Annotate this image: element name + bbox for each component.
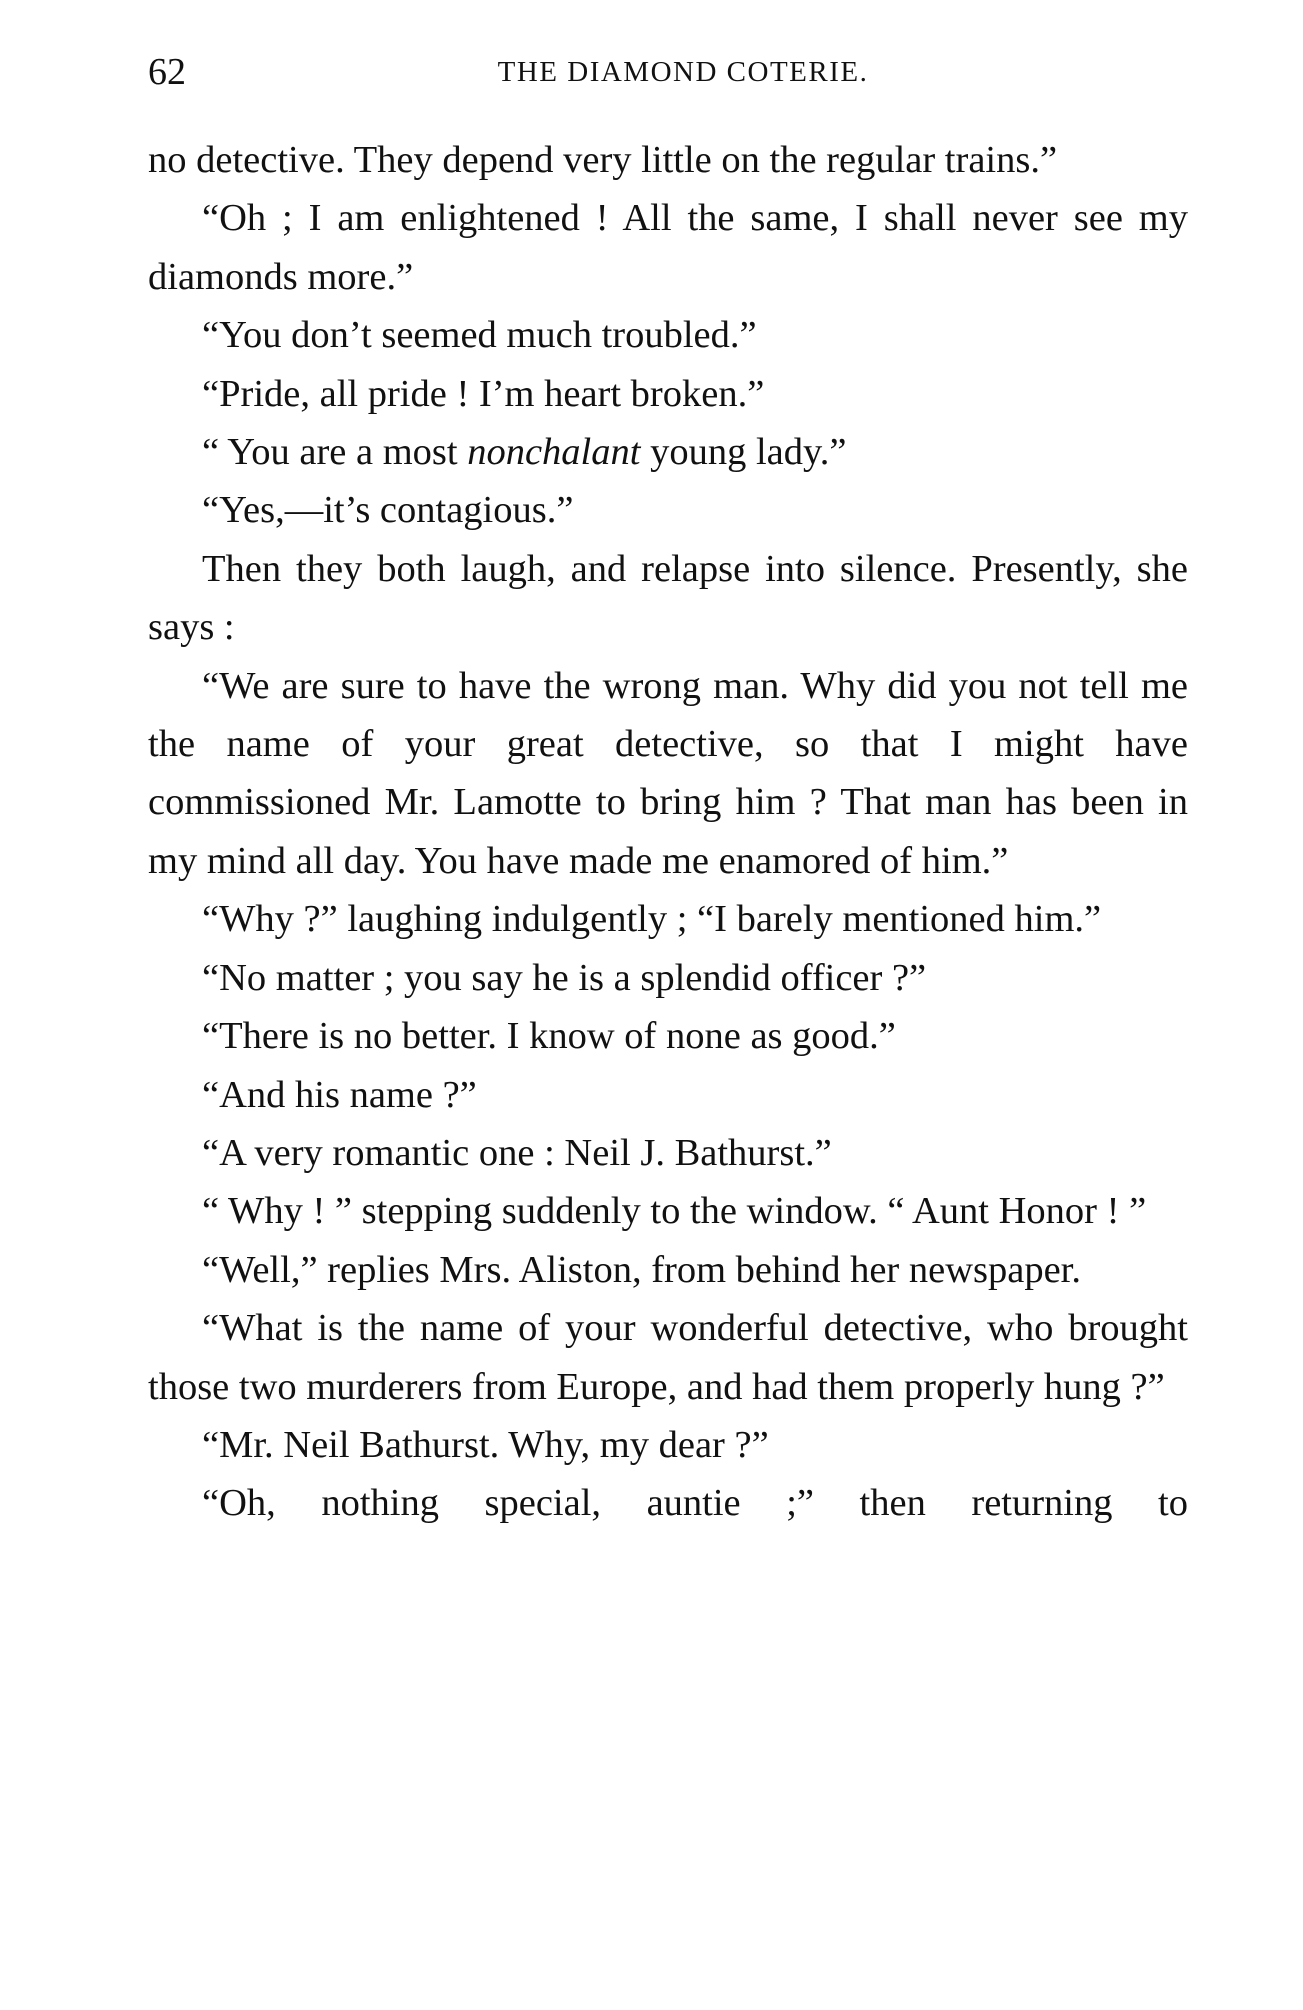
paragraph: Then they both laugh, and relapse into silence. Presently, she says : [148,547,1188,649]
paragraph: “Mr. Neil Bathurst. Why, my dear ?” [202,1423,769,1466]
paragraph: “Pride, all pride ! I’m heart broken.” [202,372,765,415]
paragraph: “You don’t seemed much troubled.” [202,314,757,357]
paragraph: no detective. They depend very little on the regular trains.” [148,139,1058,181]
paragraph: “And his name ?” [202,1073,477,1116]
paragraph: “A very romantic one : Neil J. Bathurst.” [202,1131,832,1174]
paragraph: “Why ?” laughing indulgently ; “I barely mentioned him.” [202,898,1102,941]
paragraph [148,423,1188,481]
paragraph-text: “ You are a most [202,431,468,474]
paragraph-text: young lady.” [640,431,847,474]
paragraph: “Oh ; I am enlightened ! All the same, I shall never see my diamonds more.” [148,197,1188,298]
running-head [148,44,1188,100]
paragraph: “There is no better. I know of none as good.” [202,1015,896,1058]
paragraph: “No matter ; you say he is a splendid officer ?” [202,956,927,999]
paragraph: “We are sure to have the wrong man. Why did you not tell me the name of your great detective, so that I might have commissioned Mr. Lamotte to bring him ? That man has been in my mind all day. You have made me enamored of him.” [148,664,1188,882]
paragraph: “Yes,—it’s contagious.” [202,489,574,532]
paragraph: “ Why ! ” stepping suddenly to the window. “ Aunt Honor ! ” [202,1190,1147,1233]
header-title: THE DIAMOND COTERIE. [497,56,869,88]
body-text [148,131,1188,1533]
page-number: 62 [148,51,186,93]
italic-word: nonchalant [467,431,641,474]
paragraph: “What is the name of your wonderful detective, who brought those two murderers from Europe, and had them properly hung ?” [148,1307,1188,1408]
paragraph: “Well,” replies Mrs. Aliston, from behind her newspaper. [202,1248,1081,1291]
paragraph: “Oh, nothing special, auntie ;” then returning to [202,1482,1188,1525]
